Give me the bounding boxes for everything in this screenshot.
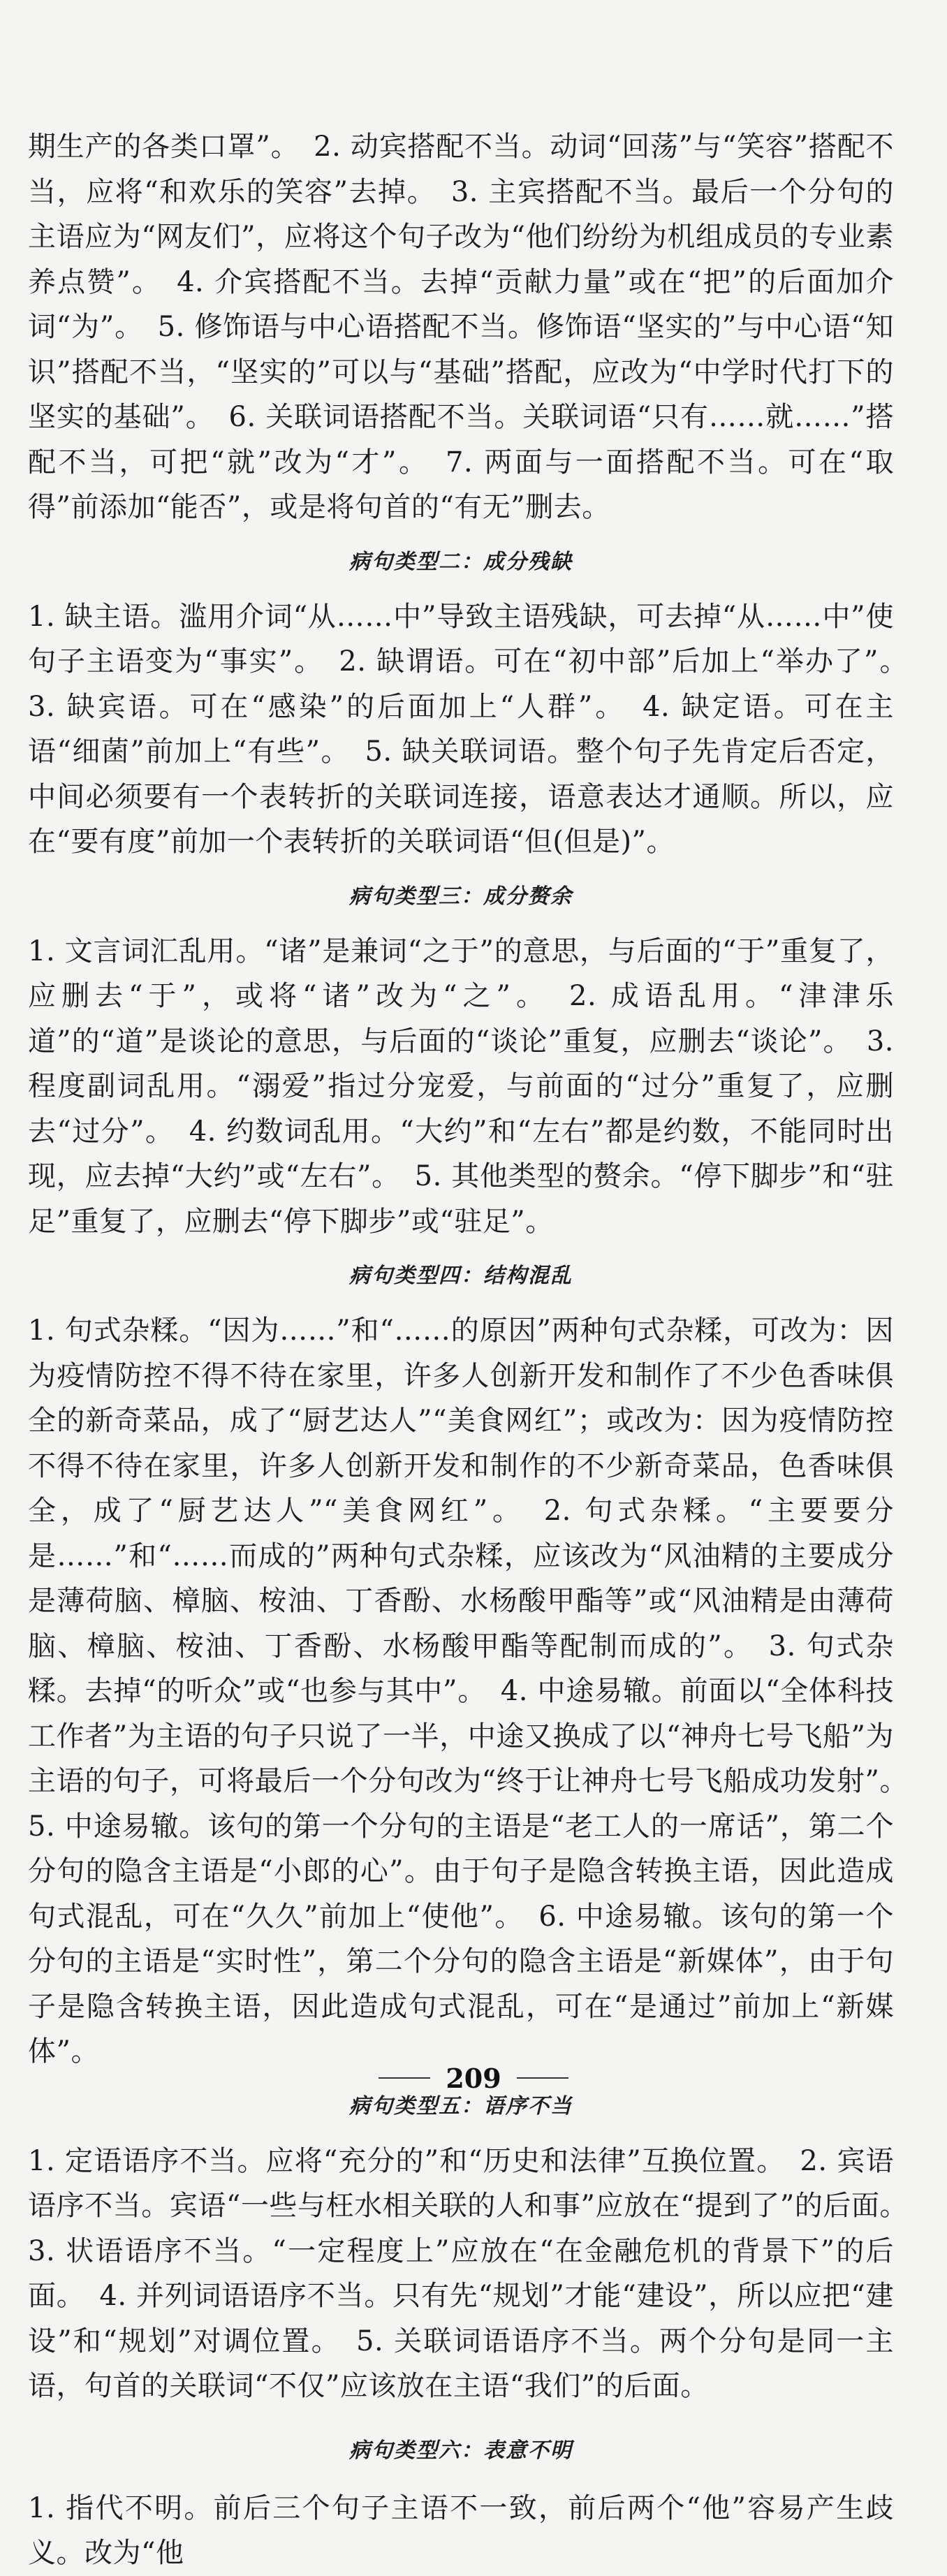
section-heading-structural-confusion: 病句类型四：结构混乱 [349, 1264, 573, 1288]
section-heading-redundancy: 病句类型三：成分赘余 [349, 884, 573, 909]
section-heading-missing-components: 病句类型二：成分残缺 [349, 549, 573, 574]
footer-dash-right [517, 2077, 568, 2079]
paragraph-word-order: 1. 定语语序不当。应将“充分的”和“历史和法律”互换位置。 2. 宾语语序不当。宾语“一些与枉水相关联的人和事”应放在“提到了”的后面。 3. 状语语序不当。“一定程度上”应放在“在金融危机的背景下”的后面。 4. 并列词语语序不当。只有先“规划”才能“建设”，所以应把“建设”和“规划”对调位置。 5. 关联词语语序不当。两个分句是同一主语，句首的关联词“不仅”应该放在主语“我们”的后面。 [28, 2144, 923, 2402]
paragraph-unclear-meaning: 1. 指代不明。前后三个句子主语不一致，前后两个“他”容易产生歧义。改为“他 [28, 2491, 894, 2569]
footer-dash-left [379, 2077, 430, 2079]
page-footer [0, 2057, 947, 2099]
answer-text-body [28, 124, 923, 2576]
paragraph-structural-confusion: 1. 句式杂糅。“因为……”和“……的原因”两种句式杂糅，可改为：因为疫情防控不得不待在家里，许多人创新开发和制作了不少色香味俱全的新奇菜品，成了“厨艺达人”“美食网红”；或改为：因为疫情防控不得不待在家里，许多人创新开发和制作的不少新奇菜品，色香味俱全，成了“厨艺达人”“美食网红”。 2. 句式杂糅。“主要要分是……”和“……而成的”两种句式杂糅，应该改为“风油精的主要成分是薄荷脑、樟脑、桉油、丁香酚、水杨酸甲酯等”或“风油精是由薄荷脑、樟脑、桉油、丁香酚、水杨酸甲酯等配制而成的”。 3. 句式杂糅。去掉“的听众”或“也参与其中”。 4. 中途易辙。前面以“全体科技工作者”为主语的句子只说了一半，中途又换成了以“神舟七号飞船”为主语的句子，可将最后一个分句改为“终于让神舟七号飞船成功发射”。 5. 中途易辙。该句的第一个分句的主语是“老工人的一席话”，第二个分句的隐含主语是“小郎的心”。由于句子是隐含转换主语，因此造成句式混乱，可在“久久”前加上“使他”。 6. 中途易辙。该句的第一个分句的主语是“实时性”，第二个分句的隐含主语是“新媒体”，由于句子是隐含转换主语，因此造成句式混乱，可在“是通过”前加上“新媒体”。 [28, 1315, 923, 2068]
page-number: 209 [446, 2062, 501, 2094]
section-heading-unclear-meaning: 病句类型六：表意不明 [349, 2438, 573, 2463]
section-heading-word-order: 病句类型五：语序不当 [349, 2093, 573, 2118]
paragraph-missing-components: 1. 缺主语。滥用介词“从……中”导致主语残缺，可去掉“从……中”使句子主语变为“事实”。 2. 缺谓语。可在“初中部”后加上“举办了”。 3. 缺宾语。可在“感染”的后面加上“人群”。 4. 缺定语。可在主语“细菌”前加上“有些”。 5. 缺关联词语。整个句子先肯定后否定，中间必须要有一个表转折的关联词连接，语意表达才通顺。所以，应在“要有度”前加一个表转折的关联词语“但(但是)”。 [28, 600, 923, 858]
paragraph-collocation-errors: 期生产的各类口罩”。 2. 动宾搭配不当。动词“回荡”与“笑容”搭配不当，应将“和欢乐的笑容”去掉。 3. 主宾搭配不当。最后一个分句的主语应为“网友们”，应将这个句子改为“他们纷纷为机组成员的专业素养点赞”。 4. 介宾搭配不当。去掉“贡献力量”或在“把”的后面加介词“为”。 5. 修饰语与中心语搭配不当。修饰语“坚实的”与中心语“知识”搭配不当，“坚实的”可以与“基础”搭配，应改为“中学时代打下的坚实的基础”。 6. 关联词语搭配不当。关联词语“只有……就……”搭配不当，可把“就”改为“才”。 7. 两面与一面搭配不当。可在“取得”前添加“能否”，或是将句首的“有无”删去。 [28, 131, 894, 523]
paragraph-redundancy: 1. 文言词汇乱用。“诸”是兼词“之于”的意思，与后面的“于”重复了，应删去“于”，或将“诸”改为“之”。 2. 成语乱用。“津津乐道”的“道”是谈论的意思，与后面的“谈论”重复，应删去“谈论”。 3. 程度副词乱用。“溺爱”指过分宠爱，与前面的“过分”重复了，应删去“过分”。 4. 约数词乱用。“大约”和“左右”都是约数，不能同时出现，应去掉“大约”或“左右”。 5. 其他类型的赘余。“停下脚步”和“驻足”重复了，应删去“停下脚步”或“驻足”。 [28, 935, 904, 1238]
